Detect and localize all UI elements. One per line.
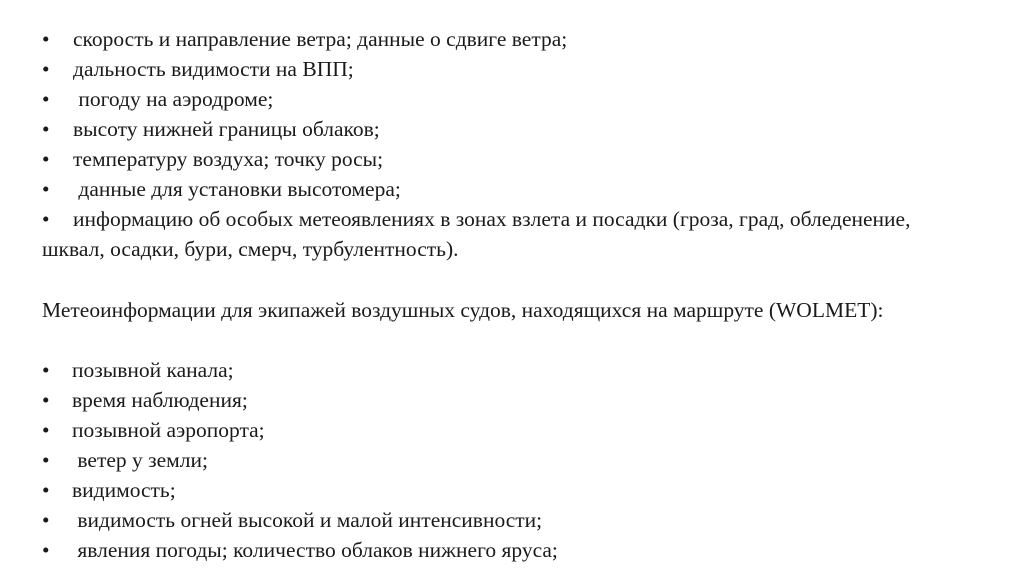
wolmet-list xyxy=(42,355,1002,565)
bullet: • xyxy=(42,358,50,382)
list-item-text: данные для установки высотомера; xyxy=(73,177,401,201)
list-item-text: ветер у земли; xyxy=(72,448,208,472)
bullet: • xyxy=(42,448,50,472)
list-item xyxy=(42,114,1002,144)
list-item xyxy=(42,355,1002,385)
list-item xyxy=(42,24,1002,54)
list-item xyxy=(42,385,1002,415)
bullet: • xyxy=(42,27,50,51)
list-item-text: видимость огней высокой и малой интенсивности; xyxy=(72,508,543,532)
list-item xyxy=(42,505,1002,535)
bullet: • xyxy=(42,207,50,231)
list-item xyxy=(42,535,1002,565)
list-item-text: видимость; xyxy=(72,478,176,502)
bullet: • xyxy=(42,508,50,532)
list-item-text: позывной аэропорта; xyxy=(72,418,265,442)
bullet: • xyxy=(42,87,50,111)
bullet: • xyxy=(42,418,50,442)
list-item-text: дальность видимости на ВПП; xyxy=(73,57,354,81)
list-item-text: информацию об особых метеоявлениях в зонах взлета и посадки (гроза, град, обледенение, шквал, осадки, бури, смерч, турбулентность). xyxy=(42,207,911,261)
list-item xyxy=(42,54,1002,84)
list-item xyxy=(42,204,942,264)
list-item-text: скорость и направление ветра; данные о сдвиге ветра; xyxy=(73,27,568,51)
list-item xyxy=(42,174,1002,204)
list-item-text: погоду на аэродроме; xyxy=(73,87,274,111)
list-item xyxy=(42,475,1002,505)
bullet: • xyxy=(42,57,50,81)
aerodrome-weather-list xyxy=(42,24,1002,264)
bullet: • xyxy=(42,388,50,412)
list-item xyxy=(42,84,1002,114)
bullet: • xyxy=(42,177,50,201)
list-item xyxy=(42,144,1002,174)
list-item-text: температуру воздуха; точку росы; xyxy=(73,147,384,171)
wolmet-paragraph: Метеоинформации для экипажей воздушных судов, находящихся на маршруте (WOLMET): xyxy=(42,298,884,322)
list-item xyxy=(42,445,1002,475)
list-item-text: явления погоды; количество облаков нижнего яруса; xyxy=(72,538,558,562)
list-item-text: высоту нижней границы облаков; xyxy=(73,117,380,141)
bullet: • xyxy=(42,538,50,562)
list-item xyxy=(42,415,1002,445)
bullet: • xyxy=(42,147,50,171)
list-item-text: время наблюдения; xyxy=(72,388,248,412)
bullet: • xyxy=(42,117,50,141)
bullet: • xyxy=(42,478,50,502)
list-item-text: позывной канала; xyxy=(72,358,234,382)
